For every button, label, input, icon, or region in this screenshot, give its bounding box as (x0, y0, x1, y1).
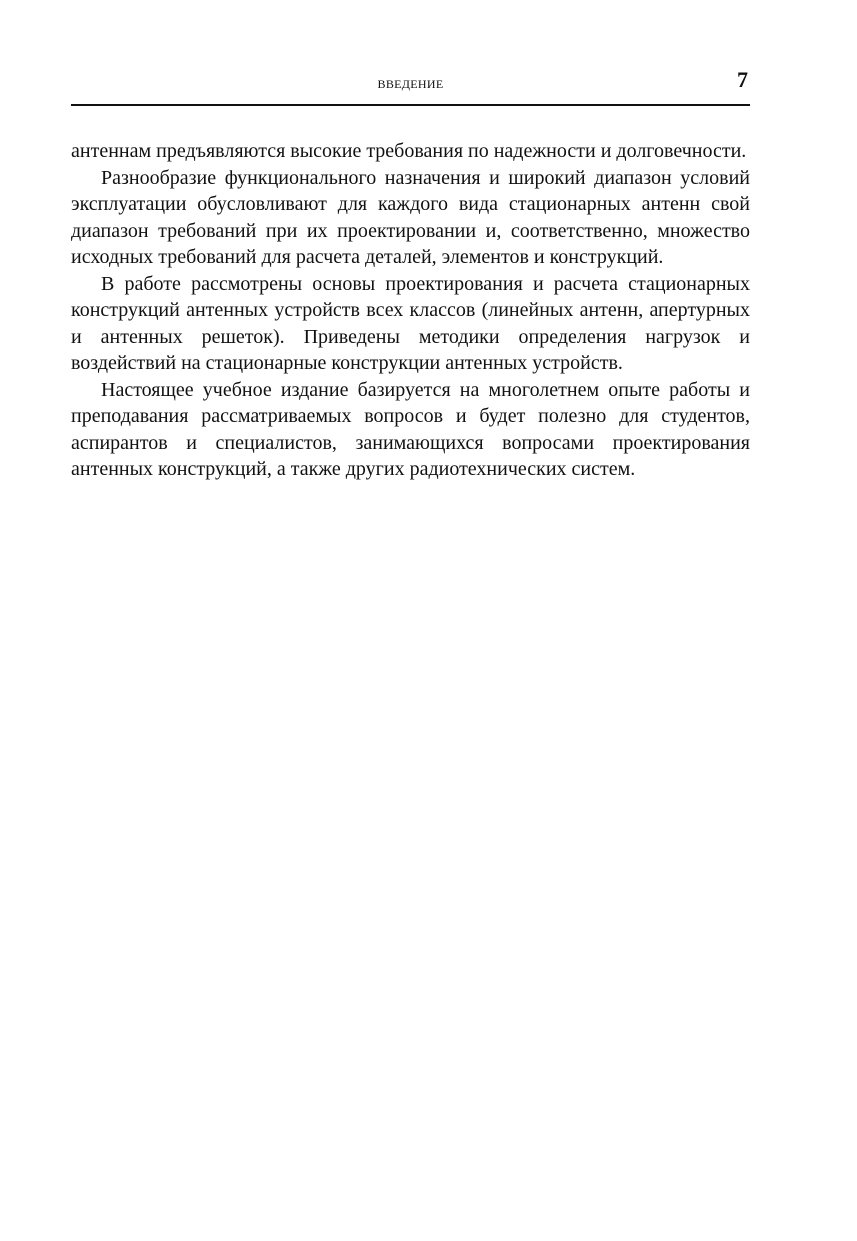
page-number: 7 (737, 67, 748, 92)
paragraph: В работе рассмотрены основы проектирования и расчета стационарных конструкций антенных устройств всех классов (линейных антенн, апертурных и антенных решеток). Приведены методики определения нагрузок и воздействий на стационарные конструкции антенных устройств. (71, 272, 750, 374)
body-text (71, 138, 750, 483)
paragraph-continuation: антеннам предъявляются высокие требования по надежности и долговечности. (71, 140, 747, 162)
paragraph: Разнообразие функционального назначения и широкий диапазон условий эксплуатации обусловливают для каждого вида стационарных антенн свой диапазон требований при их проектировании и, соответственно, множество исходных требований для расчета деталей, элементов и конструкций. (71, 166, 750, 268)
page-header (71, 66, 750, 106)
running-head: ВВЕДЕНИЕ (377, 77, 444, 91)
paragraph: Настоящее учебное издание базируется на многолетнем опыте работы и преподавания рассматриваемых вопросов и будет полезно для студентов, аспирантов и специалистов, занимающихся вопросами проектирования антенных конструкций, а также других радиотехнических систем. (71, 378, 750, 480)
